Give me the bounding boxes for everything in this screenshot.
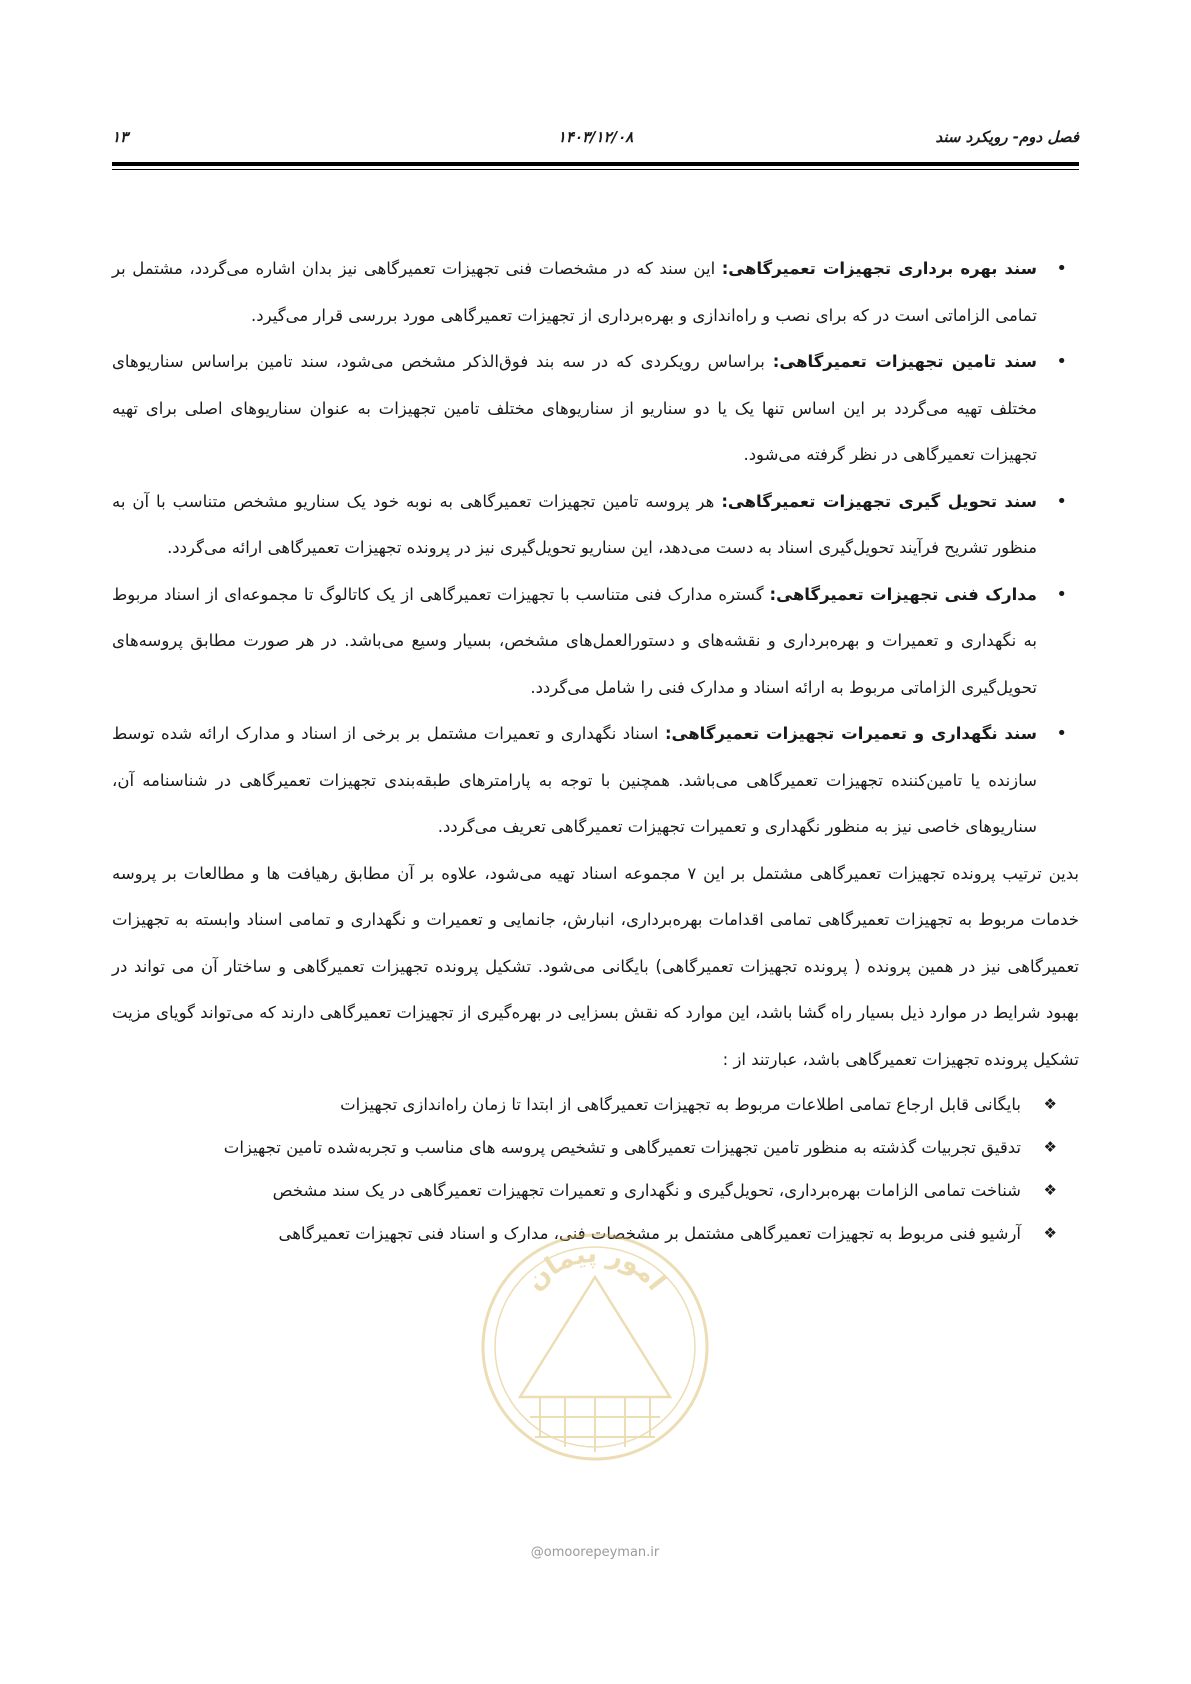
list-item	[112, 479, 1079, 572]
benefit-item: ❖ تدقیق تجربیات گذشته به منظور تامین تجهیزات تعمیرگاهی و تشخیص پروسه های مناسب و تجربه‌شده تامین تجهیزات	[112, 1126, 1079, 1169]
benefit-item: ❖ بایگانی قابل ارجاع تمامی اطلاعات مربوط به تجهیزات تعمیرگاهی از ابتدا تا زمان راه‌اندازی تجهیزات	[112, 1083, 1079, 1126]
item-title: سند تامین تجهیزات تعمیرگاهی:	[772, 352, 1037, 371]
benefits-list	[112, 1083, 1079, 1255]
item-text: این سند که در مشخصات فنی تجهیزات تعمیرگاهی نیز بدان اشاره می‌گردد، مشتمل بر تمامی الزاماتی است در که برای نصب و راه‌اندازی و بهره‌برداری از تجهیزات تعمیرگاهی مورد بررسی قرار می‌گیرد.	[112, 259, 1037, 325]
benefit-item: ❖ آرشیو فنی مربوط به تجهیزات تعمیرگاهی مشتمل بر مشخصات فنی، مدارک و اسناد فنی تجهیزات تعمیرگاهی	[112, 1212, 1079, 1255]
item-text: هر پروسه تامین تجهیزات تعمیرگاهی به نوبه خود یک سناریو مشخص متناسب با آن به منظور تشریح فرآیند تحویل‌گیری اسناد به دست می‌دهد، این سناریو تحویل‌گیری نیز در پرونده تجهیزات تعمیرگاهی ارائه می‌گردد.	[112, 491, 1037, 557]
page-header	[112, 128, 1079, 154]
item-title: مدارک فنی تجهیزات تعمیرگاهی:	[769, 584, 1037, 604]
header-date: ۱۴۰۳/۱۲/۰۸	[557, 128, 634, 146]
header-rule-thick	[112, 162, 1079, 166]
document-types-list	[112, 246, 1079, 851]
chapter-title: فصل دوم- رویکرد سند	[935, 128, 1079, 146]
watermark-url: @omoorepeyman.ir	[530, 1545, 660, 1560]
benefit-item: ❖ شناخت تمامی الزامات بهره‌برداری، تحویل‌گیری و نگهداری و تعمیرات تجهیزات تعمیرگاهی در یک سند مشخص	[112, 1169, 1079, 1212]
item-title: سند نگهداری و تعمیرات تجهیزات تعمیرگاهی:	[664, 724, 1038, 743]
watermark-text: امور پیمان	[520, 1238, 671, 1297]
summary-paragraph: بدین ترتیب پرونده تجهیزات تعمیرگاهی مشتمل بر این ۷ مجموعه اسناد تهیه می‌شود، علاوه بر آن مطابق رهیافت ها و مطالعات بر پروسه خدمات مربوط به تجهیزات تعمیرگاهی تمامی اقدامات بهره‌برداری، انبارش، جانمایی و تعمیرات و نگهداری و تمامی اسناد وابسته به تجهیزات تعمیرگاهی نیز در همین پرونده ( پرونده تجهیزات تعمیرگاهی) بایگانی می‌شود. تشکیل پرونده تجهیزات تعمیرگاهی و ساختار آن می تواند در بهبود شرایط در موارد ذیل بسیار راه گشا باشد، این موارد که نقش بسزایی در بهره‌گیری از تجهیزات تعمیرگاهی دارند که می‌تواند گویای مزیت تشکیل پرونده تجهیزات تعمیرگاهی باشد، عبارتند از :	[112, 863, 1080, 1069]
header-rule-thin	[112, 169, 1079, 170]
watermark-logo	[470, 1222, 720, 1472]
item-text: اسناد نگهداری و تعمیرات مشتمل بر برخی از اسناد و مدارک ارائه شده توسط سازنده یا تامین‌کننده تجهیزات تعمیرگاهی می‌باشد. همچنین با توجه به پارامترهای طبقه‌بندی تجهیزات تعمیرگاهی در شناسنامه آن، سناریوهای خاصی نیز به منظور نگهداری و تعمیرات تجهیزات تعمیرگاهی تعریف می‌گردد.	[112, 724, 1037, 836]
list-item	[112, 572, 1079, 712]
list-item	[112, 246, 1079, 339]
item-title: سند تحویل گیری تجهیزات تعمیرگاهی:	[721, 491, 1037, 511]
list-item	[112, 339, 1079, 479]
item-text: گستره مدارک فنی متناسب با تجهیزات تعمیرگاهی از یک کاتالوگ تا مجموعه‌ای از اسناد مربوط به نگهداری و تعمیرات و بهره‌برداری و نقشه‌های و دستورالعمل‌های مشخص، بسیار وسیع می‌باشد. در هر صورت مطابق پروسه‌های تحویل‌گیری الزاماتی مربوط به ارائه اسناد و مدارک فنی را شامل می‌گردد.	[112, 584, 1037, 697]
page-number: ۱۳	[112, 128, 129, 146]
list-item	[112, 711, 1079, 851]
body-content	[112, 246, 1079, 1255]
item-text: براساس رویکردی که در سه بند فوق‌الذکر مشخص می‌شود، سند تامین براساس سناریوهای مختلف تهیه می‌گردد بر این اساس تنها یک یا دو سناریو از سناریوهای مختلف تامین تجهیزات به عنوان سناریوهای اصلی برای تهیه تجهیزات تعمیرگاهی در نظر گرفته می‌شود.	[112, 352, 1037, 464]
item-title: سند بهره برداری تجهیزات تعمیرگاهی:	[721, 259, 1038, 278]
